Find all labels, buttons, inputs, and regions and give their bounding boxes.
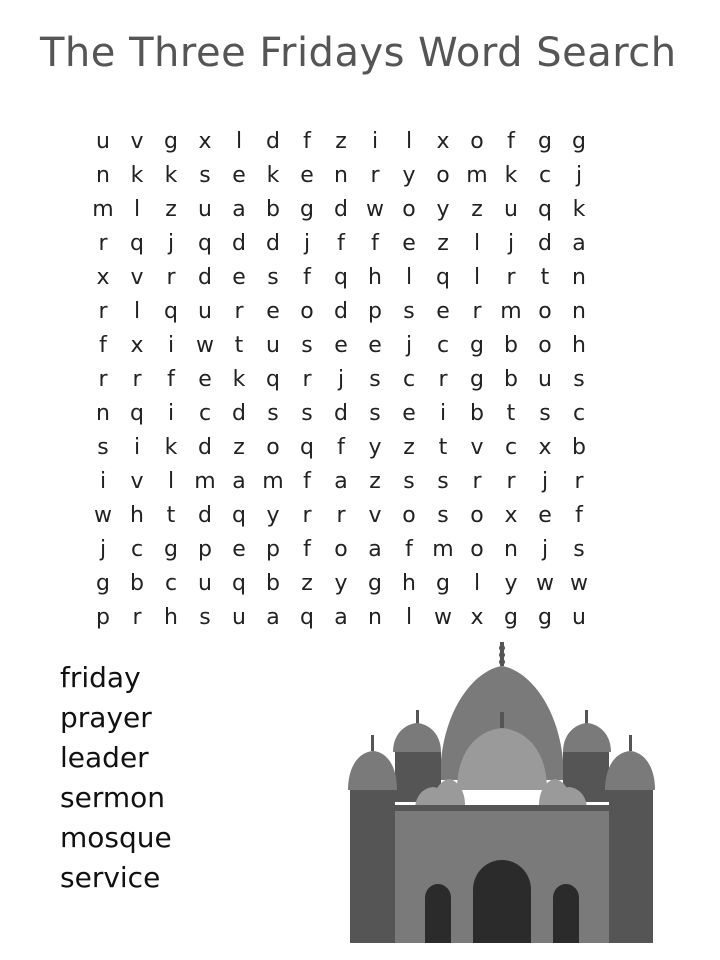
- grid-letter[interactable]: r: [438, 366, 448, 392]
- grid-letter[interactable]: g: [538, 128, 552, 154]
- grid-letter[interactable]: f: [337, 230, 345, 256]
- grid-letter[interactable]: b: [266, 196, 280, 222]
- page-title: The Three Fridays Word Search: [40, 30, 677, 76]
- left-tower-finial: [371, 735, 374, 751]
- grid-letter[interactable]: s: [437, 468, 449, 494]
- grid-letter[interactable]: c: [198, 400, 212, 426]
- grid-letter[interactable]: r: [98, 298, 108, 324]
- right-tower-finial: [629, 735, 632, 751]
- grid-letter[interactable]: y: [334, 570, 348, 596]
- grid-letter[interactable]: s: [267, 264, 279, 290]
- grid-letter[interactable]: a: [232, 468, 246, 494]
- grid-letter[interactable]: d: [334, 298, 348, 324]
- grid-letter[interactable]: o: [266, 434, 280, 460]
- grid-letter[interactable]: m: [194, 468, 216, 494]
- grid-letter[interactable]: j: [575, 162, 583, 188]
- grid-letter[interactable]: j: [303, 230, 311, 256]
- grid-letter[interactable]: k: [504, 162, 518, 188]
- grid-letter[interactable]: h: [402, 570, 416, 596]
- grid-letter[interactable]: t: [234, 332, 244, 358]
- right-door: [553, 884, 579, 943]
- grid-letter[interactable]: k: [266, 162, 280, 188]
- grid-letter[interactable]: s: [301, 400, 313, 426]
- word-item: sermon: [60, 781, 165, 814]
- grid-letter[interactable]: q: [266, 366, 280, 392]
- grid-letter[interactable]: i: [371, 128, 379, 154]
- grid-letter[interactable]: g: [470, 366, 484, 392]
- grid-letter[interactable]: r: [166, 264, 176, 290]
- grid-letter[interactable]: e: [266, 298, 280, 324]
- grid-letter[interactable]: x: [538, 434, 552, 460]
- grid-letter[interactable]: c: [130, 536, 144, 562]
- word-item: mosque: [60, 821, 172, 854]
- grid-letter[interactable]: e: [402, 230, 416, 256]
- word-item: service: [60, 861, 161, 894]
- grid-letter[interactable]: o: [538, 298, 552, 324]
- grid-letter[interactable]: q: [232, 570, 246, 596]
- grid-letter[interactable]: d: [334, 400, 348, 426]
- grid-letter[interactable]: f: [99, 332, 107, 358]
- grid-letter[interactable]: q: [436, 264, 450, 290]
- grid-letter[interactable]: e: [402, 400, 416, 426]
- grid-letter[interactable]: s: [403, 468, 415, 494]
- grid-letter[interactable]: w: [570, 570, 588, 596]
- grid-letter[interactable]: n: [368, 604, 382, 630]
- grid-letter[interactable]: a: [266, 604, 280, 630]
- grid-letter[interactable]: t: [438, 434, 448, 460]
- grid-letter[interactable]: e: [368, 332, 382, 358]
- grid-letter[interactable]: f: [507, 128, 515, 154]
- grid-letter[interactable]: g: [470, 332, 484, 358]
- grid-letter[interactable]: z: [335, 128, 347, 154]
- grid-letter[interactable]: v: [130, 128, 144, 154]
- grid-letter[interactable]: u: [504, 196, 518, 222]
- word-list: [60, 658, 172, 898]
- grid-letter[interactable]: p: [198, 536, 212, 562]
- grid-letter[interactable]: m: [432, 536, 454, 562]
- grid-letter[interactable]: g: [300, 196, 314, 222]
- grid-letter[interactable]: d: [232, 230, 246, 256]
- grid-letter[interactable]: m: [262, 468, 284, 494]
- word-item: leader: [60, 741, 149, 774]
- grid-letter[interactable]: z: [233, 434, 245, 460]
- grid-letter[interactable]: e: [232, 162, 246, 188]
- grid-letter[interactable]: n: [96, 400, 110, 426]
- grid-letter[interactable]: u: [538, 366, 552, 392]
- grid-letter[interactable]: f: [405, 536, 413, 562]
- grid-letter[interactable]: q: [198, 230, 212, 256]
- central-finial: [499, 642, 505, 666]
- grid-letter[interactable]: y: [368, 434, 382, 460]
- grid-letter[interactable]: q: [164, 298, 178, 324]
- grid-letter[interactable]: s: [369, 366, 381, 392]
- grid-letter[interactable]: q: [300, 434, 314, 460]
- grid-letter[interactable]: q: [232, 502, 246, 528]
- grid-letter[interactable]: g: [368, 570, 382, 596]
- grid-letter[interactable]: s: [199, 162, 211, 188]
- grid-letter[interactable]: j: [337, 366, 345, 392]
- grid-letter[interactable]: w: [196, 332, 214, 358]
- grid-letter[interactable]: d: [334, 196, 348, 222]
- grid-letter[interactable]: q: [130, 230, 144, 256]
- grid-letter[interactable]: j: [167, 230, 175, 256]
- grid-letter[interactable]: f: [575, 502, 583, 528]
- grid-letter[interactable]: u: [198, 570, 212, 596]
- grid-letter[interactable]: b: [470, 400, 484, 426]
- grid-letter[interactable]: i: [439, 400, 447, 426]
- grid-letter[interactable]: l: [473, 570, 481, 596]
- grid-letter[interactable]: z: [471, 196, 483, 222]
- grid-letter[interactable]: f: [303, 536, 311, 562]
- grid-letter[interactable]: n: [504, 536, 518, 562]
- grid-letter[interactable]: x: [96, 264, 110, 290]
- grid-letter[interactable]: g: [164, 128, 178, 154]
- grid-letter[interactable]: w: [94, 502, 112, 528]
- grid-letter[interactable]: t: [540, 264, 550, 290]
- grid-letter[interactable]: d: [198, 434, 212, 460]
- grid-letter[interactable]: n: [96, 162, 110, 188]
- grid-letter[interactable]: d: [198, 264, 212, 290]
- grid-letter[interactable]: g: [96, 570, 110, 596]
- grid-letter[interactable]: s: [199, 604, 211, 630]
- grid-letter[interactable]: p: [266, 536, 280, 562]
- grid-letter[interactable]: r: [506, 468, 516, 494]
- grid-letter[interactable]: d: [266, 230, 280, 256]
- grid-letter[interactable]: r: [302, 366, 312, 392]
- grid-letter[interactable]: d: [198, 502, 212, 528]
- grid-letter[interactable]: o: [470, 536, 484, 562]
- grid-letter[interactable]: g: [164, 536, 178, 562]
- left-side-dome: [393, 723, 441, 752]
- grid-letter[interactable]: v: [368, 502, 382, 528]
- grid-letter[interactable]: r: [574, 468, 584, 494]
- grid-letter[interactable]: i: [99, 468, 107, 494]
- grid-letter[interactable]: f: [303, 468, 311, 494]
- grid-letter[interactable]: f: [167, 366, 175, 392]
- mosque-illustration: [345, 640, 657, 945]
- grid-letter[interactable]: l: [473, 230, 481, 256]
- letter-grid: [86, 124, 596, 634]
- grid-letter[interactable]: a: [368, 536, 382, 562]
- grid-letter[interactable]: t: [506, 400, 516, 426]
- right-tower: [609, 790, 653, 943]
- grid-letter[interactable]: a: [334, 604, 348, 630]
- grid-letter[interactable]: r: [370, 162, 380, 188]
- grid-letter[interactable]: k: [232, 366, 246, 392]
- grid-letter[interactable]: e: [198, 366, 212, 392]
- grid-letter[interactable]: g: [436, 570, 450, 596]
- word-item: prayer: [60, 701, 152, 734]
- grid-letter[interactable]: r: [98, 366, 108, 392]
- grid-letter[interactable]: b: [504, 366, 518, 392]
- grid-letter[interactable]: m: [92, 196, 114, 222]
- grid-letter[interactable]: u: [198, 196, 212, 222]
- grid-letter[interactable]: c: [538, 162, 552, 188]
- grid-letter[interactable]: o: [538, 332, 552, 358]
- grid-letter[interactable]: k: [130, 162, 144, 188]
- grid-letter[interactable]: u: [572, 604, 586, 630]
- grid-letter[interactable]: l: [405, 264, 413, 290]
- grid-letter[interactable]: r: [98, 230, 108, 256]
- grid-letter[interactable]: l: [235, 128, 243, 154]
- grid-letter[interactable]: g: [572, 128, 586, 154]
- grid-letter[interactable]: l: [405, 604, 413, 630]
- grid-letter[interactable]: s: [403, 298, 415, 324]
- grid-letter[interactable]: z: [437, 230, 449, 256]
- grid-letter[interactable]: c: [436, 332, 450, 358]
- left-door: [425, 884, 451, 943]
- grid-letter[interactable]: x: [470, 604, 484, 630]
- grid-letter[interactable]: h: [164, 604, 178, 630]
- grid-letter[interactable]: o: [436, 162, 450, 188]
- grid-letter[interactable]: r: [472, 298, 482, 324]
- grid-letter[interactable]: c: [402, 366, 416, 392]
- grid-letter[interactable]: r: [506, 264, 516, 290]
- grid-letter[interactable]: s: [539, 400, 551, 426]
- grid-letter[interactable]: r: [132, 366, 142, 392]
- grid-letter[interactable]: i: [133, 434, 141, 460]
- grid-letter[interactable]: x: [436, 128, 450, 154]
- grid-letter[interactable]: e: [334, 332, 348, 358]
- grid-letter[interactable]: p: [368, 298, 382, 324]
- grid-letter[interactable]: l: [133, 196, 141, 222]
- grid-letter[interactable]: y: [504, 570, 518, 596]
- grid-letter[interactable]: r: [302, 502, 312, 528]
- grid-letter[interactable]: e: [300, 162, 314, 188]
- grid-letter[interactable]: o: [470, 502, 484, 528]
- grid-letter[interactable]: l: [133, 298, 141, 324]
- grid-letter[interactable]: z: [165, 196, 177, 222]
- grid-letter[interactable]: g: [538, 604, 552, 630]
- grid-letter[interactable]: d: [538, 230, 552, 256]
- grid-letter[interactable]: b: [130, 570, 144, 596]
- grid-letter[interactable]: x: [130, 332, 144, 358]
- grid-letter[interactable]: s: [573, 536, 585, 562]
- right-tower-dome: [605, 751, 655, 790]
- grid-letter[interactable]: w: [434, 604, 452, 630]
- right-side-dome: [563, 723, 611, 752]
- grid-letter[interactable]: h: [368, 264, 382, 290]
- grid-letter[interactable]: l: [473, 264, 481, 290]
- grid-letter[interactable]: g: [504, 604, 518, 630]
- grid-letter[interactable]: m: [466, 162, 488, 188]
- grid-letter[interactable]: s: [97, 434, 109, 460]
- grid-letter[interactable]: i: [167, 332, 175, 358]
- grid-letter[interactable]: u: [232, 604, 246, 630]
- grid-letter[interactable]: a: [572, 230, 586, 256]
- grid-letter[interactable]: y: [436, 196, 450, 222]
- grid-letter[interactable]: r: [472, 468, 482, 494]
- grid-letter[interactable]: f: [337, 434, 345, 460]
- grid-letter[interactable]: z: [369, 468, 381, 494]
- grid-letter[interactable]: u: [198, 298, 212, 324]
- right-finial: [585, 710, 588, 724]
- grid-letter[interactable]: y: [402, 162, 416, 188]
- grid-letter[interactable]: s: [267, 400, 279, 426]
- grid-letter[interactable]: o: [300, 298, 314, 324]
- grid-letter[interactable]: l: [167, 468, 175, 494]
- grid-letter[interactable]: f: [303, 264, 311, 290]
- grid-letter[interactable]: h: [572, 332, 586, 358]
- grid-letter[interactable]: a: [334, 468, 348, 494]
- grid-letter[interactable]: d: [232, 400, 246, 426]
- grid-letter[interactable]: o: [470, 128, 484, 154]
- grid-letter[interactable]: e: [232, 264, 246, 290]
- grid-letter[interactable]: l: [405, 128, 413, 154]
- left-tower: [350, 790, 395, 943]
- grid-letter[interactable]: s: [573, 366, 585, 392]
- grid-letter[interactable]: n: [572, 298, 586, 324]
- grid-letter[interactable]: v: [130, 264, 144, 290]
- grid-letter[interactable]: e: [538, 502, 552, 528]
- grid-letter[interactable]: f: [371, 230, 379, 256]
- grid-letter[interactable]: b: [504, 332, 518, 358]
- grid-letter[interactable]: u: [266, 332, 280, 358]
- grid-letter[interactable]: v: [130, 468, 144, 494]
- grid-letter[interactable]: v: [470, 434, 484, 460]
- grid-letter[interactable]: o: [334, 536, 348, 562]
- grid-letter[interactable]: k: [572, 196, 586, 222]
- grid-letter[interactable]: k: [164, 162, 178, 188]
- grid-letter[interactable]: m: [500, 298, 522, 324]
- grid-letter[interactable]: y: [266, 502, 280, 528]
- grid-letter[interactable]: c: [572, 400, 586, 426]
- grid-letter[interactable]: s: [437, 502, 449, 528]
- grid-letter[interactable]: f: [303, 128, 311, 154]
- grid-letter[interactable]: j: [541, 536, 549, 562]
- grid-letter[interactable]: a: [232, 196, 246, 222]
- grid-letter[interactable]: x: [198, 128, 212, 154]
- grid-letter[interactable]: n: [572, 264, 586, 290]
- grid-letter[interactable]: h: [130, 502, 144, 528]
- grid-letter[interactable]: t: [166, 502, 176, 528]
- grid-letter[interactable]: d: [266, 128, 280, 154]
- grid-letter[interactable]: i: [167, 400, 175, 426]
- grid-letter[interactable]: w: [536, 570, 554, 596]
- grid-letter[interactable]: n: [334, 162, 348, 188]
- grid-letter[interactable]: r: [234, 298, 244, 324]
- grid-letter[interactable]: j: [99, 536, 107, 562]
- grid-letter[interactable]: p: [96, 604, 110, 630]
- left-tower-dome: [348, 751, 397, 790]
- grid-letter[interactable]: w: [366, 196, 384, 222]
- grid-letter[interactable]: r: [132, 604, 142, 630]
- grid-letter[interactable]: j: [405, 332, 413, 358]
- grid-letter[interactable]: o: [402, 502, 416, 528]
- left-finial: [416, 710, 419, 724]
- grid-letter[interactable]: q: [334, 264, 348, 290]
- grid-letter[interactable]: z: [403, 434, 415, 460]
- grid-letter[interactable]: j: [507, 230, 515, 256]
- grid-letter[interactable]: z: [301, 570, 313, 596]
- grid-letter[interactable]: k: [164, 434, 178, 460]
- word-item: friday: [60, 661, 141, 694]
- grid-letter[interactable]: b: [266, 570, 280, 596]
- grid-letter[interactable]: u: [96, 128, 110, 154]
- grid-letter[interactable]: s: [369, 400, 381, 426]
- grid-letter[interactable]: r: [336, 502, 346, 528]
- grid-letter[interactable]: e: [232, 536, 246, 562]
- grid-letter[interactable]: b: [572, 434, 586, 460]
- grid-letter[interactable]: q: [538, 196, 552, 222]
- grid-letter[interactable]: o: [402, 196, 416, 222]
- main-door: [473, 860, 531, 943]
- grid-letter[interactable]: j: [541, 468, 549, 494]
- grid-letter[interactable]: q: [130, 400, 144, 426]
- grid-letter[interactable]: c: [504, 434, 518, 460]
- grid-letter[interactable]: c: [164, 570, 178, 596]
- grid-letter[interactable]: s: [301, 332, 313, 358]
- grid-letter[interactable]: q: [300, 604, 314, 630]
- grid-letter[interactable]: e: [436, 298, 450, 324]
- grid-letter[interactable]: x: [504, 502, 518, 528]
